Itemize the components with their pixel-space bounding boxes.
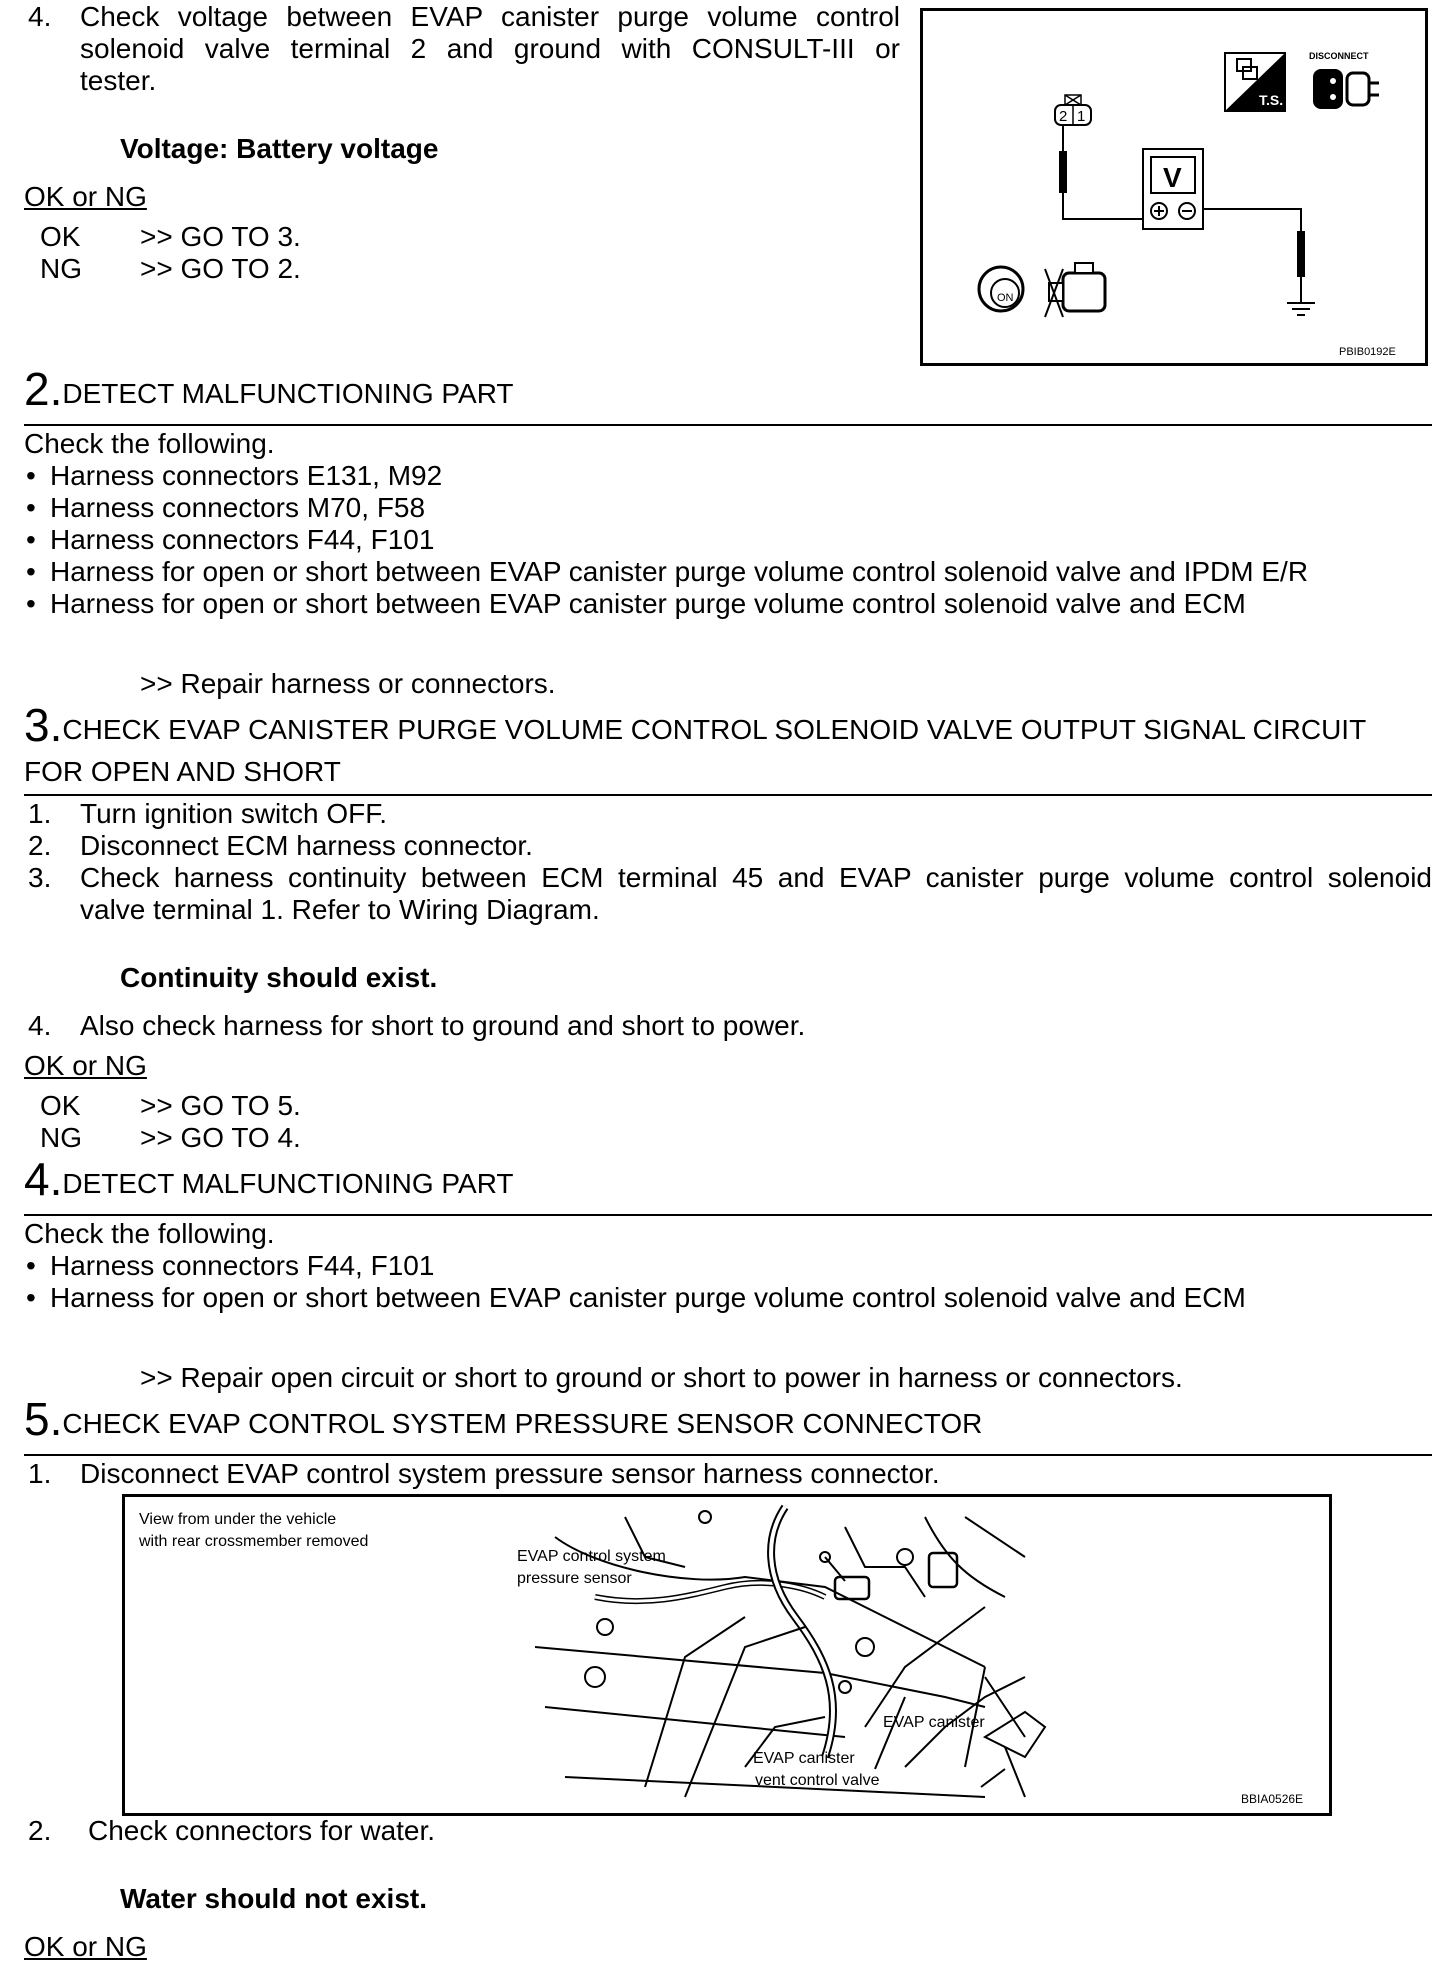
item-number: 4. <box>28 1010 52 1041</box>
step5-header <box>24 1393 983 1445</box>
ok-ng-label: OK or NG <box>24 181 147 212</box>
divider <box>24 1214 1432 1216</box>
voltage-check-figure <box>920 8 1428 366</box>
list-item: • Harness connectors E131, M92 <box>50 460 442 492</box>
ignition-key-icon <box>979 267 1023 311</box>
list-item: • Harness for open or short between EVAP canister purge volume control solenoid valve and IPDM E/R <box>50 556 1308 588</box>
step3-header <box>24 699 1367 751</box>
figure-code: PBIB0192E <box>1339 346 1396 358</box>
result-code-ng: NG <box>40 1122 82 1153</box>
divider <box>24 794 1432 796</box>
step-number: 3. <box>24 699 63 751</box>
step1-item4-line3: tester. <box>80 65 157 96</box>
key-on-label: ON <box>997 292 1014 304</box>
step3-item: Also check harness for short to ground and short to power. <box>80 1010 806 1041</box>
item-number: 4. <box>28 1 52 32</box>
item-number: 3. <box>28 862 52 893</box>
list-item: • Harness for open or short between EVAP canister purge volume control solenoid valve and ECM <box>50 588 1246 620</box>
step3-title-line2: FOR OPEN AND SHORT <box>24 756 341 787</box>
step3-item: Disconnect ECM harness connector. <box>80 830 533 861</box>
step5-item: Disconnect EVAP control system pressure sensor harness connector. <box>80 1458 940 1489</box>
result-action-ng: >> GO TO 4. <box>140 1122 301 1153</box>
label-sensor-line2: pressure sensor <box>517 1570 632 1587</box>
step-number: 4. <box>24 1153 63 1205</box>
result-code-ok: OK <box>40 221 81 252</box>
step2-header <box>24 363 514 415</box>
item-number: 1. <box>28 798 52 829</box>
caption-line: with rear crossmember removed <box>139 1533 369 1550</box>
voltmeter-icon <box>1143 149 1203 229</box>
ok-ng-label: OK or NG <box>24 1931 147 1962</box>
item-number: 2. <box>28 830 52 861</box>
sensor-location-figure <box>122 1494 1332 1816</box>
result-action-ok: >> GO TO 3. <box>140 221 301 252</box>
list-item: • Harness for open or short between EVAP canister purge volume control solenoid valve and ECM <box>50 1282 1246 1314</box>
label-vent-line2: vent control valve <box>755 1772 880 1789</box>
step3-item: Turn ignition switch OFF. <box>80 798 388 829</box>
terminal-1-label: 1 <box>1077 108 1086 125</box>
label-vent-line1: EVAP canister <box>753 1750 855 1767</box>
disconnect-label: DISCONNECT <box>1309 51 1369 61</box>
label-canister: EVAP canister <box>883 1714 985 1731</box>
connector-icon <box>1055 95 1091 125</box>
step-title: CHECK EVAP CANISTER PURGE VOLUME CONTROL SOLENOID VALVE OUTPUT SIGNAL CIRCUIT <box>62 714 1367 745</box>
ground-icon <box>1287 303 1315 315</box>
result-action-ok: >> GO TO 5. <box>140 1090 301 1121</box>
step-number: 5. <box>24 1393 63 1445</box>
list-item: • Harness connectors M70, F58 <box>50 492 425 524</box>
divider <box>24 424 1432 426</box>
terminal-2-label: 2 <box>1059 108 1068 125</box>
step1-item4-line2: solenoid valve terminal 2 and ground with CONSULT-III or <box>80 33 900 64</box>
ts-icon <box>1225 53 1285 111</box>
step-title: DETECT MALFUNCTIONING PART <box>62 378 514 409</box>
step4-header <box>24 1153 514 1205</box>
step4-intro: Check the following. <box>24 1218 275 1249</box>
disconnect-icon <box>1309 51 1379 109</box>
undercarriage-drawing <box>125 1497 1329 1813</box>
result-action-ng: >> GO TO 2. <box>140 253 301 284</box>
divider <box>24 1454 1432 1456</box>
engine-off-icon <box>1045 263 1105 317</box>
step4-action: >> Repair open circuit or short to ground or short to power in harness or connectors. <box>140 1362 1183 1393</box>
step-title: DETECT MALFUNCTIONING PART <box>62 1168 514 1199</box>
step-number: 2. <box>24 363 63 415</box>
step3-item-cont: valve terminal 1. Refer to Wiring Diagram. <box>80 894 600 925</box>
step2-intro: Check the following. <box>24 428 275 459</box>
result-code-ng: NG <box>40 253 82 284</box>
figure-code: BBIA0526E <box>1241 1792 1304 1806</box>
label-sensor-line1: EVAP control system <box>517 1548 666 1565</box>
ok-ng-label: OK or NG <box>24 1050 147 1081</box>
ts-label: T.S. <box>1259 92 1284 108</box>
result-code-ok: OK <box>40 1090 81 1121</box>
item-number: 1. <box>28 1458 52 1489</box>
spec-text: Continuity should exist. <box>120 962 438 993</box>
voltmeter-label: V <box>1163 162 1182 193</box>
list-item: • Harness connectors F44, F101 <box>50 1250 434 1282</box>
step-title: CHECK EVAP CONTROL SYSTEM PRESSURE SENSOR CONNECTOR <box>62 1408 983 1439</box>
list-item: • Harness connectors F44, F101 <box>50 524 434 556</box>
item-number: 2. <box>28 1815 52 1846</box>
spec-text: Voltage: Battery voltage <box>120 133 439 164</box>
step1-item4-line1: Check voltage between EVAP canister purge volume control <box>80 1 900 32</box>
step5-item: Check connectors for water. <box>88 1815 436 1846</box>
step3-item: Check harness continuity between ECM terminal 45 and EVAP canister purge volume control solenoid <box>80 862 1432 893</box>
step2-action: >> Repair harness or connectors. <box>140 668 556 699</box>
spec-text: Water should not exist. <box>120 1883 427 1914</box>
caption-line: View from under the vehicle <box>139 1511 337 1528</box>
voltage-check-diagram <box>923 11 1425 363</box>
